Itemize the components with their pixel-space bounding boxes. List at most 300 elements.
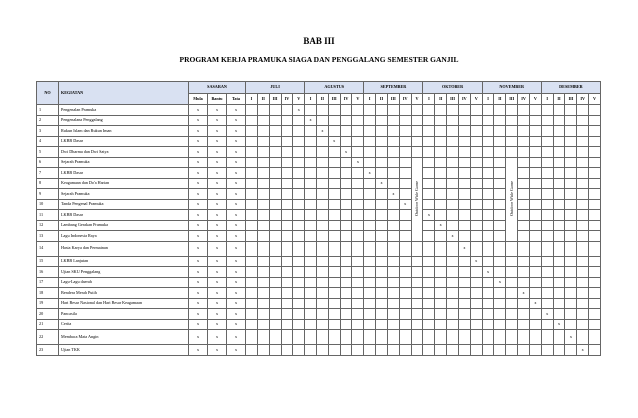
schedule-cell [269, 256, 281, 267]
schedule-cell [435, 241, 447, 256]
schedule-cell [364, 231, 376, 242]
schedule-cell [482, 256, 494, 267]
schedule-cell [553, 147, 565, 158]
row-kegiatan: Dwi Dharma dan Dwi Satya [59, 147, 189, 158]
schedule-mark: x [364, 168, 376, 179]
schedule-cell [435, 157, 447, 168]
schedule-cell [518, 319, 530, 330]
schedule-cell [423, 256, 435, 267]
schedule-cell [399, 277, 411, 288]
schedule-cell [269, 178, 281, 189]
schedule-cell [293, 189, 305, 200]
schedule-cell [494, 241, 506, 256]
row-no: 2 [37, 115, 59, 126]
schedule-cell [565, 288, 577, 299]
schedule-cell [518, 220, 530, 231]
schedule-cell [281, 330, 293, 345]
schedule-cell [387, 256, 399, 267]
schedule-cell [529, 288, 541, 299]
schedule-cell [387, 199, 399, 210]
schedule-cell [411, 241, 423, 256]
schedule-cell [494, 231, 506, 242]
schedule-cell [293, 210, 305, 221]
sasaran-mark: x [227, 157, 246, 168]
schedule-cell [529, 189, 541, 200]
schedule-cell [541, 256, 553, 267]
row-kegiatan: Lagu Indonesia Raya [59, 231, 189, 242]
schedule-cell [316, 298, 328, 309]
schedule-cell [458, 178, 470, 189]
row-no: 20 [37, 309, 59, 320]
schedule-cell [269, 126, 281, 137]
schedule-cell [305, 309, 317, 320]
schedule-cell [529, 220, 541, 231]
schedule-cell [541, 319, 553, 330]
schedule-cell [589, 147, 601, 158]
row-kegiatan: Bendera Merah Putih [59, 288, 189, 299]
schedule-cell [577, 241, 589, 256]
schedule-cell [553, 115, 565, 126]
schedule-mark: x [316, 126, 328, 137]
schedule-cell [364, 210, 376, 221]
schedule-cell [553, 267, 565, 278]
schedule-cell [376, 288, 388, 299]
schedule-cell [257, 231, 269, 242]
schedule-cell [316, 178, 328, 189]
schedule-cell [352, 115, 364, 126]
row-no: 13 [37, 231, 59, 242]
schedule-cell [435, 199, 447, 210]
schedule-cell [577, 319, 589, 330]
schedule-cell [364, 288, 376, 299]
schedule-cell [269, 199, 281, 210]
sasaran-mark: x [208, 178, 227, 189]
schedule-cell [447, 105, 459, 116]
schedule-cell [246, 115, 258, 126]
schedule-cell [293, 178, 305, 189]
schedule-cell [482, 319, 494, 330]
schedule-cell [447, 126, 459, 137]
schedule-cell [565, 241, 577, 256]
sasaran-mark: x [208, 231, 227, 242]
schedule-cell [411, 345, 423, 356]
schedule-cell [328, 298, 340, 309]
schedule-cell [589, 256, 601, 267]
schedule-cell [494, 288, 506, 299]
schedule-cell [506, 345, 518, 356]
schedule-cell [589, 288, 601, 299]
schedule-cell [269, 136, 281, 147]
week-header: I [541, 94, 553, 105]
schedule-cell [328, 319, 340, 330]
schedule-cell [435, 267, 447, 278]
schedule-cell [482, 220, 494, 231]
schedule-cell [257, 115, 269, 126]
schedule-cell [376, 147, 388, 158]
schedule-cell [399, 147, 411, 158]
schedule-cell [565, 168, 577, 179]
schedule-cell [565, 136, 577, 147]
schedule-cell [246, 309, 258, 320]
week-header: I [423, 94, 435, 105]
schedule-cell [565, 199, 577, 210]
schedule-cell [553, 168, 565, 179]
sasaran-mark: x [227, 241, 246, 256]
schedule-cell [246, 157, 258, 168]
schedule-cell [257, 210, 269, 221]
schedule-cell [458, 345, 470, 356]
schedule-mark: x [458, 241, 470, 256]
schedule-cell [352, 126, 364, 137]
schedule-cell [328, 126, 340, 137]
schedule-cell [281, 210, 293, 221]
schedule-cell [281, 189, 293, 200]
schedule-cell [257, 189, 269, 200]
schedule-cell [293, 126, 305, 137]
schedule-cell [399, 189, 411, 200]
col-header-kegiatan: KEGIATAN [59, 82, 189, 105]
schedule-cell [281, 199, 293, 210]
schedule-cell [494, 178, 506, 189]
schedule-mark: x [565, 330, 577, 345]
schedule-cell [458, 277, 470, 288]
schedule-cell [411, 298, 423, 309]
schedule-cell [376, 330, 388, 345]
sasaran-mark: x [227, 210, 246, 221]
schedule-cell [553, 136, 565, 147]
sasaran-mark: x [189, 115, 208, 126]
schedule-cell [458, 231, 470, 242]
schedule-cell [364, 267, 376, 278]
schedule-cell [293, 288, 305, 299]
schedule-cell [577, 298, 589, 309]
schedule-cell [305, 277, 317, 288]
schedule-cell [364, 330, 376, 345]
schedule-cell [447, 178, 459, 189]
schedule-cell [387, 136, 399, 147]
schedule-cell [506, 319, 518, 330]
schedule-cell [364, 115, 376, 126]
schedule-cell [541, 178, 553, 189]
row-no: 19 [37, 298, 59, 309]
row-no: 17 [37, 277, 59, 288]
schedule-cell [506, 105, 518, 116]
schedule-cell [305, 147, 317, 158]
schedule-cell [387, 277, 399, 288]
schedule-cell [553, 105, 565, 116]
schedule-cell [494, 168, 506, 179]
schedule-cell [435, 168, 447, 179]
week-header: IV [399, 94, 411, 105]
table-row [37, 288, 601, 299]
schedule-cell [589, 267, 601, 278]
sasaran-mark: x [208, 210, 227, 221]
week-header: V [470, 94, 482, 105]
schedule-cell [423, 345, 435, 356]
table-row [37, 126, 601, 137]
schedule-cell [305, 241, 317, 256]
schedule-cell [423, 319, 435, 330]
schedule-cell [340, 136, 352, 147]
schedule-cell [541, 241, 553, 256]
schedule-cell [541, 231, 553, 242]
schedule-cell [423, 231, 435, 242]
schedule-cell [305, 157, 317, 168]
schedule-cell [529, 330, 541, 345]
schedule-cell [458, 136, 470, 147]
schedule-cell [352, 210, 364, 221]
sasaran-mark: x [189, 168, 208, 179]
schedule-cell [399, 126, 411, 137]
schedule-cell [316, 189, 328, 200]
schedule-cell [411, 256, 423, 267]
schedule-cell [482, 136, 494, 147]
row-kegiatan: Tanda Pengenal Pramuka [59, 199, 189, 210]
schedule-cell [458, 126, 470, 137]
schedule-cell [518, 330, 530, 345]
schedule-cell [423, 189, 435, 200]
schedule-cell [589, 157, 601, 168]
schedule-cell [387, 267, 399, 278]
outdoor-wide-game-cell [411, 157, 423, 241]
schedule-cell [458, 210, 470, 221]
schedule-cell [364, 319, 376, 330]
schedule-cell [352, 277, 364, 288]
schedule-cell [387, 231, 399, 242]
schedule-cell [589, 241, 601, 256]
schedule-cell [293, 298, 305, 309]
schedule-cell [269, 309, 281, 320]
schedule-cell [352, 241, 364, 256]
sasaran-mark: x [208, 220, 227, 231]
schedule-cell [352, 168, 364, 179]
schedule-cell [293, 309, 305, 320]
schedule-cell [387, 115, 399, 126]
sasaran-sub-header: Bantu [208, 94, 227, 105]
schedule-cell [281, 136, 293, 147]
schedule-mark: x [577, 345, 589, 356]
schedule-cell [541, 210, 553, 221]
schedule-cell [352, 330, 364, 345]
week-header: II [553, 94, 565, 105]
table-row [37, 105, 601, 116]
schedule-cell [411, 319, 423, 330]
week-header: I [305, 94, 317, 105]
schedule-cell [387, 105, 399, 116]
schedule-cell [482, 168, 494, 179]
schedule-cell [316, 105, 328, 116]
week-header: V [411, 94, 423, 105]
schedule-cell [589, 126, 601, 137]
schedule-cell [447, 256, 459, 267]
schedule-cell [494, 220, 506, 231]
schedule-cell [352, 136, 364, 147]
schedule-cell [316, 256, 328, 267]
schedule-cell [529, 267, 541, 278]
sasaran-mark: x [189, 231, 208, 242]
schedule-cell [376, 309, 388, 320]
schedule-cell [328, 178, 340, 189]
schedule-cell [269, 277, 281, 288]
schedule-cell [364, 298, 376, 309]
schedule-cell [364, 136, 376, 147]
schedule-cell [316, 330, 328, 345]
schedule-cell [376, 168, 388, 179]
schedule-cell [387, 157, 399, 168]
schedule-mark: x [328, 136, 340, 147]
schedule-cell [553, 178, 565, 189]
schedule-cell [316, 231, 328, 242]
schedule-cell [435, 126, 447, 137]
schedule-cell [281, 178, 293, 189]
schedule-cell [293, 231, 305, 242]
schedule-cell [482, 288, 494, 299]
schedule-mark: x [470, 256, 482, 267]
schedule-cell [589, 330, 601, 345]
schedule-cell [411, 115, 423, 126]
schedule-cell [553, 231, 565, 242]
schedule-cell [529, 231, 541, 242]
schedule-cell [423, 115, 435, 126]
schedule-cell [399, 309, 411, 320]
schedule-cell [399, 157, 411, 168]
schedule-cell [577, 136, 589, 147]
sasaran-mark: x [227, 178, 246, 189]
schedule-cell [589, 309, 601, 320]
schedule-cell [257, 309, 269, 320]
schedule-cell [447, 136, 459, 147]
schedule-cell [458, 157, 470, 168]
schedule-cell [316, 210, 328, 221]
schedule-cell [399, 210, 411, 221]
sasaran-sub-header: Mula [189, 94, 208, 105]
schedule-mark: x [553, 319, 565, 330]
schedule-cell [506, 136, 518, 147]
row-no: 14 [37, 241, 59, 256]
schedule-cell [328, 345, 340, 356]
row-kegiatan: LKBB Lanjutan [59, 256, 189, 267]
schedule-cell [246, 345, 258, 356]
schedule-cell [376, 105, 388, 116]
schedule-cell [577, 157, 589, 168]
schedule-cell [293, 168, 305, 179]
schedule-cell [399, 330, 411, 345]
table-row [37, 345, 601, 356]
schedule-cell [518, 231, 530, 242]
schedule-cell [482, 115, 494, 126]
sasaran-mark: x [189, 220, 208, 231]
schedule-cell [246, 105, 258, 116]
schedule-cell [435, 231, 447, 242]
schedule-cell [246, 330, 258, 345]
schedule-mark: x [482, 267, 494, 278]
schedule-cell [423, 168, 435, 179]
schedule-cell [364, 241, 376, 256]
schedule-cell [470, 309, 482, 320]
schedule-cell [269, 330, 281, 345]
schedule-cell [435, 298, 447, 309]
sasaran-mark: x [189, 126, 208, 137]
schedule-cell [565, 147, 577, 158]
schedule-cell [399, 288, 411, 299]
table-row [37, 256, 601, 267]
schedule-cell [482, 330, 494, 345]
schedule-cell [281, 277, 293, 288]
schedule-cell [387, 147, 399, 158]
schedule-cell [257, 147, 269, 158]
week-header: III [269, 94, 281, 105]
schedule-cell [246, 319, 258, 330]
schedule-cell [340, 220, 352, 231]
schedule-cell [529, 136, 541, 147]
sasaran-mark: x [189, 345, 208, 356]
schedule-cell [447, 330, 459, 345]
schedule-cell [293, 115, 305, 126]
sasaran-mark: x [227, 136, 246, 147]
schedule-cell [518, 178, 530, 189]
schedule-cell [541, 330, 553, 345]
sasaran-mark: x [189, 199, 208, 210]
schedule-cell [589, 105, 601, 116]
schedule-cell [281, 298, 293, 309]
schedule-cell [423, 298, 435, 309]
schedule-cell [518, 210, 530, 221]
sasaran-mark: x [208, 267, 227, 278]
schedule-cell [447, 345, 459, 356]
schedule-cell [340, 309, 352, 320]
schedule-cell [269, 345, 281, 356]
schedule-cell [246, 168, 258, 179]
schedule-cell [399, 168, 411, 179]
schedule-cell [494, 210, 506, 221]
schedule-cell [281, 309, 293, 320]
schedule-cell [340, 277, 352, 288]
sasaran-mark: x [208, 157, 227, 168]
schedule-cell [423, 241, 435, 256]
table-row [37, 309, 601, 320]
schedule-cell [246, 147, 258, 158]
schedule-cell [518, 115, 530, 126]
schedule-cell [541, 199, 553, 210]
table-row [37, 277, 601, 288]
schedule-cell [257, 105, 269, 116]
schedule-cell [423, 157, 435, 168]
sasaran-mark: x [227, 105, 246, 116]
schedule-cell [447, 241, 459, 256]
schedule-cell [541, 126, 553, 137]
schedule-cell [577, 288, 589, 299]
schedule-cell [470, 157, 482, 168]
schedule-cell [328, 199, 340, 210]
schedule-cell [553, 241, 565, 256]
schedule-cell [246, 288, 258, 299]
row-no: 5 [37, 147, 59, 158]
schedule-mark: x [376, 178, 388, 189]
schedule-cell [340, 345, 352, 356]
schedule-cell [541, 157, 553, 168]
schedule-cell [494, 298, 506, 309]
schedule-cell [293, 256, 305, 267]
schedule-cell [257, 319, 269, 330]
sasaran-mark: x [189, 147, 208, 158]
schedule-cell [423, 330, 435, 345]
col-header-sasaran: SASARAN [189, 82, 246, 94]
schedule-cell [423, 288, 435, 299]
schedule-cell [340, 105, 352, 116]
schedule-cell [257, 241, 269, 256]
schedule-cell [435, 115, 447, 126]
schedule-cell [553, 220, 565, 231]
